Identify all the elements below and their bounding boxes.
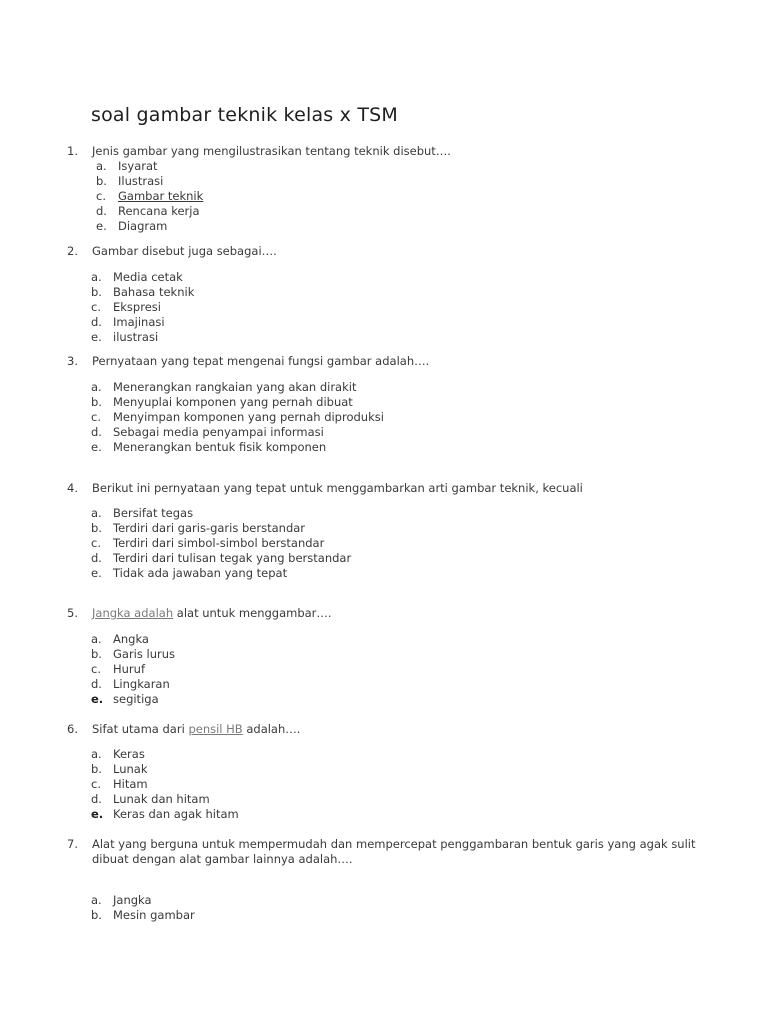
underlined-term: pensil HB xyxy=(188,722,243,736)
question-text: Jangka adalah alat untuk menggambar…. xyxy=(92,606,332,620)
question-number: 7. xyxy=(67,837,78,851)
question-text: Sifat utama dari pensil HB adalah…. xyxy=(92,722,301,736)
document-page: soal gambar teknik kelas x TSM 1. Jenis gambar yang mengilustrasikan tentang teknik disebut…. a. Isyarat b. Ilustrasi c. Gambar teknik d. Rencana kerja e. Diagram 2. Gambar disebut juga sebagai…. a. Media cetak b. Bahasa teknik c. Ekspresi d. Imajinasi e. ilustrasi 3. Pernyataan yang tepat mengenai fungsi gambar adalah…. a. Menerangkan rangkaian yang akan dirakit b. Menyuplai komponen yang pernah dibuat c. Menyimpan komponen yang pernah diproduksi d. Sebagai media penyampai informasi e. Menerangkan bentuk fisik komponen 4. Berikut ini pernyataan yang tepat untuk menggambarkan arti gambar teknik, kecuali a. Bersifat tegas b. Terdiri dari garis-garis berstandar c. Terdiri dari simbol-simbol berstandar d. Terdiri dari tulisan tegak yang berstandar e. Tidak ada jawaban yang tepat 5. Jangka adalah alat untuk menggambar…. a. Angka b. Garis lurus c. Huruf d. Lingkaran e. segitiga 6. Sifat utama dari pensil HB adalah…. a. Keras b. Lunak c. Hitam d. Lunak dan hitam e. Keras dan agak hitam 7. Alat yang berguna untuk mempermudah dan mempercepat penggambaran bentuk garis yang agak sulit dibuat dengan alat gambar lainnya adalah…. a. Jangka b. Mesin gambar xyxy=(0,0,768,1024)
question-text: Pernyataan yang tepat mengenai fungsi gambar adalah…. xyxy=(92,354,430,368)
question-number: 3. xyxy=(67,354,78,368)
question-text: Berikut ini pernyataan yang tepat untuk menggambarkan arti gambar teknik, kecuali xyxy=(92,481,583,495)
question-number: 6. xyxy=(67,722,78,736)
question-text: Alat yang berguna untuk mempermudah dan mempercepat penggambaran bentuk garis yang agak sulit dibuat dengan alat gambar lainnya adalah…. xyxy=(92,837,696,866)
underlined-term: Jangka adalah xyxy=(92,606,174,620)
question-number: 1. xyxy=(67,144,78,158)
page-title: soal gambar teknik kelas x TSM xyxy=(91,104,398,126)
question-number: 4. xyxy=(67,481,78,495)
question-text: Jenis gambar yang mengilustrasikan tentang teknik disebut…. xyxy=(92,144,451,158)
question-number: 2. xyxy=(67,244,78,258)
question-text: Gambar disebut juga sebagai…. xyxy=(92,244,277,258)
question-number: 5. xyxy=(67,606,78,620)
